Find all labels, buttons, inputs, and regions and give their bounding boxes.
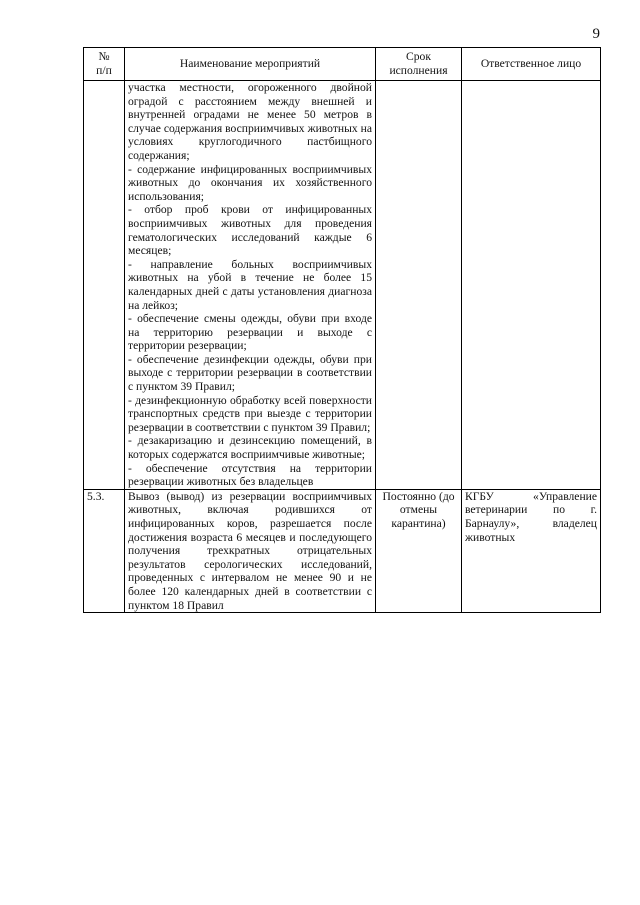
measure-paragraph: - обеспечение отсутствия на территории резервации животных без владельцев (128, 461, 372, 489)
page-number: 9 (592, 26, 600, 42)
measure-paragraph: - обеспечение смены одежды, обуви при входе на территорию резервации и выходе с территории резервации; (128, 312, 372, 353)
cell-measures (125, 81, 376, 490)
table-row-continuation (84, 81, 601, 490)
measure-paragraph: - дезакаризацию и дезинсекцию помещений, в которых содержатся восприимчивые животные; (128, 434, 372, 462)
header-term: Срок исполнения (376, 48, 462, 81)
measure-paragraph: - отбор проб крови от инфицированных восприимчивых животных для проведения гематологических исследований каждые 6 месяцев; (128, 203, 372, 258)
measure-paragraph: участка местности, огороженного двойной оградой с расстоянием между внешней и внутренней оградами не менее 50 метров в случае содержания восприимчивых животных на условиях круглогодичного пастбищного содержания; (128, 81, 372, 162)
measure-paragraph: - содержание инфицированных восприимчивых животных до окончания их хозяйственного использования; (128, 162, 372, 203)
header-name: Наименование мероприятий (125, 48, 376, 81)
measure-paragraph: - дезинфекционную обработку всей поверхности транспортных средств при выезде с территории резервации в соответствии с пунктом 39 Правил; (128, 393, 372, 434)
table-header-row (84, 48, 601, 81)
measure-paragraph: - обеспечение дезинфекции одежды, обуви при выходе с территории резервации в соответствии с пунктом 39 Правил; (128, 352, 372, 394)
measure-paragraph: Вывоз (вывод) из резервации восприимчивых животных, включая родившихся от инфицированных коров, разрешается после достижения возраста 6 месяцев и последующего получения трехкратных отрицательных результатов серологических исследований, проведенных с интервалом не менее 90 и не более 120 календарных дней в соответствии с пунктом 18 Правил (128, 489, 372, 612)
cell-term (376, 81, 462, 490)
cell-num: 5.3. (84, 489, 125, 612)
header-responsible: Ответственное лицо (462, 48, 601, 81)
cell-responsible: КГБУ «Управление ветеринарии по г. Барнаулу», владелец животных (462, 489, 601, 612)
table-row-5-3 (84, 489, 601, 612)
cell-responsible (462, 81, 601, 490)
cell-term: Постоянно (до отмены карантина) (376, 489, 462, 612)
measures-table (83, 47, 601, 613)
cell-num (84, 81, 125, 490)
cell-measures (125, 489, 376, 612)
measure-paragraph: - направление больных восприимчивых животных на убой в течение не более 15 календарных дней с даты установления диагноза на лейкоз; (128, 257, 372, 312)
header-num: № п/п (84, 48, 125, 81)
